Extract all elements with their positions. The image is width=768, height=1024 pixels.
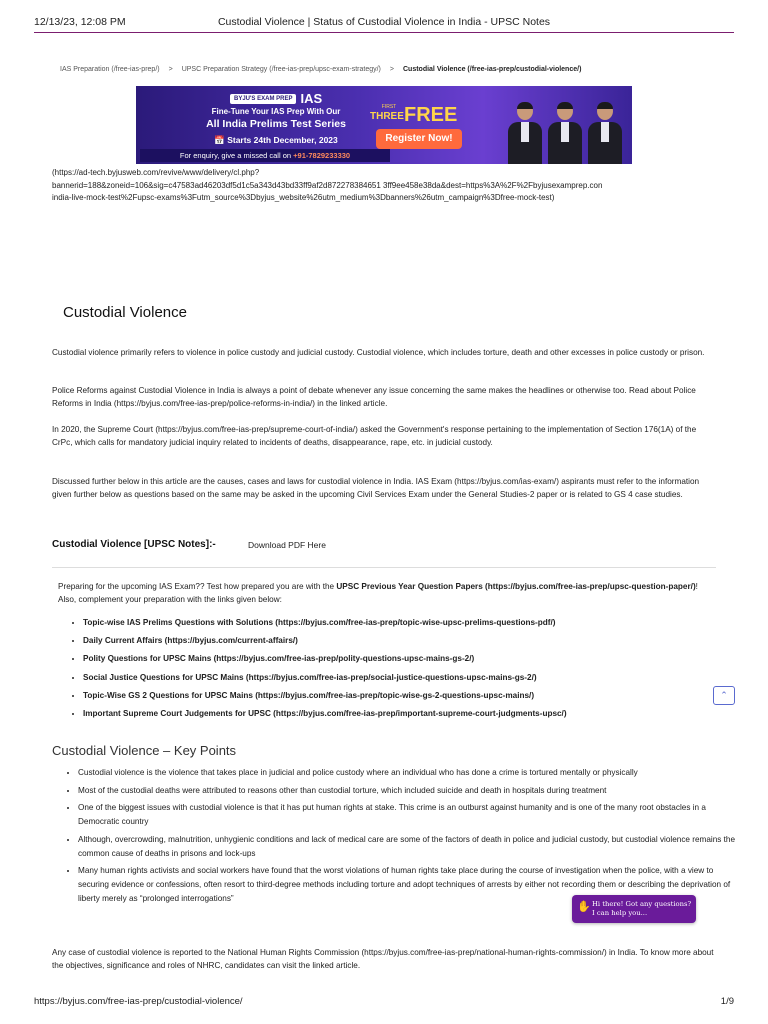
breadcrumb-separator: > xyxy=(168,66,173,73)
preparation-intro-start: Preparing for the upcoming IAS Exam?? Test how prepared you are with the xyxy=(58,582,337,591)
download-pdf-link[interactable]: Download PDF Here xyxy=(248,540,326,550)
list-item[interactable]: • Important Supreme Court Judgements for UPSC (https://byjus.com/free-ias-prep/important-supreme-court-judgments-upsc/) xyxy=(83,705,567,723)
banner-brand xyxy=(230,91,322,106)
breadcrumb-item-upsc-strategy[interactable]: UPSC Preparation Strategy (/free-ias-prep/upsc-exam-strategy/) xyxy=(181,66,381,73)
notes-label: Custodial Violence [UPSC Notes]:- xyxy=(52,539,216,550)
chat-widget[interactable] xyxy=(572,895,696,923)
banner-enquiry-text: For enquiry, give a missed call on xyxy=(179,151,292,160)
register-now-button[interactable]: Register Now! xyxy=(376,129,462,149)
chat-line: I can help you... xyxy=(592,909,648,917)
breadcrumb xyxy=(60,66,581,73)
waving-hand-icon: ✋ xyxy=(577,900,591,913)
list-item: • Most of the custodial deaths were attributed to reasons other than custodial torture, which included suicide and death in hospitals during treatment xyxy=(78,784,738,798)
list-item: • One of the biggest issues with custodial violence is that it has put human rights at stake. This crime is an outburst against humanity and is one of the many root obstacles in a Democratic country xyxy=(78,801,738,829)
promo-banner[interactable] xyxy=(136,86,632,164)
notes-row xyxy=(52,539,326,550)
preparation-box xyxy=(52,567,716,727)
scroll-to-top-button[interactable] xyxy=(713,686,735,705)
banner-presenters-image xyxy=(508,94,626,164)
question-papers-link[interactable]: UPSC Previous Year Question Papers (https://byjus.com/free-ias-prep/upsc-question-paper/) xyxy=(336,582,696,591)
breadcrumb-item-ias-preparation[interactable]: IAS Preparation (/free-ias-prep/) xyxy=(60,66,160,73)
banner-start-date-text: Starts 24th December, 2023 xyxy=(227,135,338,145)
ad-url-line: bannerid=188&zoneid=106&sig=c47583ad46203df5d1c5a343d43bd33ff9af2d872278384651 3ff9ee458e38da&dest=https%3A%2F%2Fbyjusexamprep.con xyxy=(52,180,603,190)
preparation-intro-end: ! Also, complement your preparation with the links given below: xyxy=(58,582,698,605)
list-item: • Custodial violence is the violence that takes place in judicial and police custody where an individual who has done a crime is tortured mentally or physically xyxy=(78,766,738,780)
banner-tagline: Fine-Tune Your IAS Prep With Our xyxy=(211,107,341,116)
banner-three-label: THREE xyxy=(370,111,404,122)
banner-start-date: 📅 Starts 24th December, 2023 xyxy=(214,135,338,145)
list-item[interactable]: • Daily Current Affairs (https://byjus.com/current-affairs/) xyxy=(83,632,567,650)
list-item: • Although, overcrowding, malnutrition, unhygienic conditions and lack of medical care are some of the factors of death in police and judicial custody, but custodial violence remains the common cause of deaths in prisons and lock-ups xyxy=(78,833,738,861)
print-footer xyxy=(34,996,734,1007)
banner-first-label: FIRST xyxy=(381,104,397,110)
ad-url-text[interactable] xyxy=(52,167,742,205)
print-page-title: Custodial Violence | Status of Custodial Violence in India - UPSC Notes xyxy=(217,16,551,28)
article-paragraph: Police Reforms against Custodial Violence in India is always a point of debate whenever any issue concerning the same makes the headlines or otherwise too. Read about Police Reforms in India (https://byjus.com/free-ias-prep/police-reforms-in-india/) in the linked article. xyxy=(52,386,696,409)
banner-brand-name: IAS xyxy=(300,91,323,106)
article-paragraph: Discussed further below in this article are the causes, cases and laws for custodial violence in India. IAS Exam (https://byjus.com/ias-exam/) aspirants must refer to the information given further below as questions based on the same may be asked in the upcoming Civil Services Exam under the General Studies-2 paper or is related to GS 4 case studies. xyxy=(52,477,700,500)
breadcrumb-item-current[interactable]: Custodial Violence (/free-ias-prep/custodial-violence/) xyxy=(402,66,582,73)
banner-headline: All India Prelims Test Series xyxy=(206,118,346,130)
chat-message xyxy=(592,900,692,918)
page-number: 1/9 xyxy=(720,996,734,1007)
banner-phone: +91-7829233330 xyxy=(293,151,351,160)
header-divider xyxy=(34,32,734,33)
list-item: • Many human rights activists and social workers have found that the worst violations of human rights take place during the course of investigation when the police, with a view to securing evidence or confessions, often resort to third-degree methods including torture and adopt techniques of arrests by either not recording them or describing the deprivation of liberty merely as “prolonged interrogations” xyxy=(78,864,738,906)
preparation-links-list xyxy=(70,614,567,723)
banner-enquiry xyxy=(140,149,390,162)
print-datetime: 12/13/23, 12:08 PM xyxy=(34,16,126,28)
preparation-intro xyxy=(58,580,708,607)
article-paragraph: Custodial violence primarily refers to violence in police custody and judicial custody. Custodial violence, which includes torture, death and other excesses in police custody or prison. xyxy=(52,348,705,357)
list-item[interactable]: • Topic-wise IAS Prelims Questions with Solutions (https://byjus.com/free-ias-prep/topic-wise-upsc-prelims-questions-pdf/) xyxy=(83,614,567,632)
print-header xyxy=(0,10,768,36)
article-title: Custodial Violence xyxy=(63,304,187,321)
list-item[interactable]: • Topic-Wise GS 2 Questions for UPSC Mains (https://byjus.com/free-ias-prep/topic-wise-gs-2-questions-upsc-mains/) xyxy=(83,687,567,705)
article-paragraph: In 2020, the Supreme Court (https://byjus.com/free-ias-prep/supreme-court-of-india/) asked the Government's response pertaining to the implementation of Section 176(1A) of the CrPc, which calls for mandatory judicial inquiry related to incidents of deaths, disappearance, rape, etc. in judicial custody. xyxy=(52,425,697,448)
breadcrumb-separator: > xyxy=(389,66,394,73)
ad-url-line: (https://ad-tech.byjusweb.com/revive/www/delivery/cl.php? xyxy=(52,168,260,177)
chat-line: Hi there! Got any questions? xyxy=(592,900,692,908)
list-item[interactable]: • Social Justice Questions for UPSC Mains (https://byjus.com/free-ias-prep/social-justice-questions-upsc-mains-gs-2/) xyxy=(83,669,567,687)
list-item[interactable]: • Polity Questions for UPSC Mains (https://byjus.com/free-ias-prep/polity-questions-upsc-mains-gs-2/) xyxy=(83,650,567,668)
ad-url-line: india-live-mock-test%2Fupsc-exams%3Futm_source%3Dbyjus_website%26utm_medium%3Dbanners%26utm_campaign%3Dfree-mock-test) xyxy=(52,193,555,202)
key-points-heading: Custodial Violence – Key Points xyxy=(52,743,237,758)
nhrc-paragraph: Any case of custodial violence is reported to the National Human Rights Commission (https://byjus.com/free-ias-prep/national-human-rights-commission/) in India. To know more about the objectives, significance and roles of NHRC, candidates can visit the linked article. xyxy=(52,948,714,971)
banner-free-label: FREE xyxy=(404,104,458,126)
footer-url: https://byjus.com/free-ias-prep/custodial-violence/ xyxy=(34,996,243,1007)
byjus-logo: BYJU'S EXAM PREP xyxy=(230,94,296,104)
chevron-up-icon: ⌃ xyxy=(720,690,728,700)
